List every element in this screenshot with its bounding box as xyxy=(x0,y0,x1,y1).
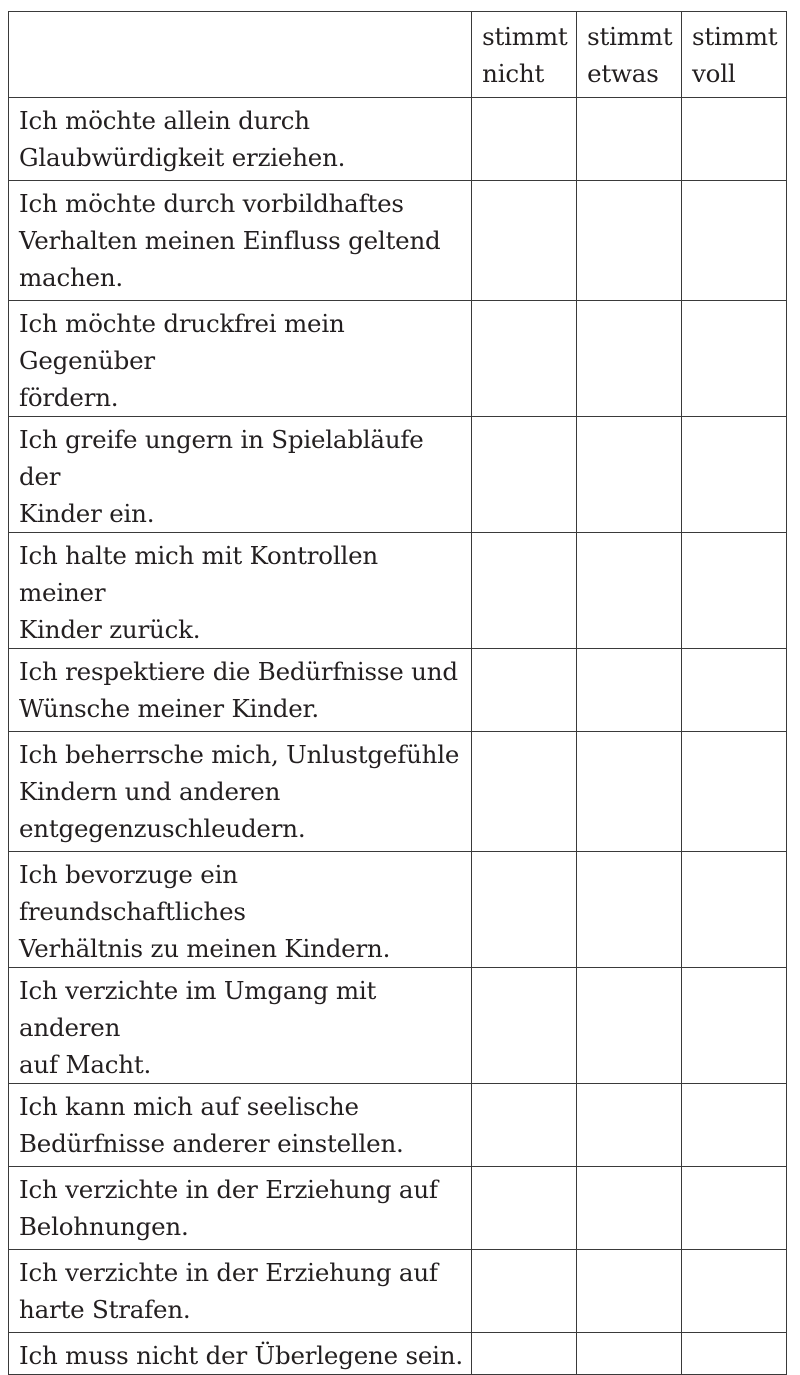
table-row xyxy=(9,968,787,1084)
statement-cell xyxy=(9,533,472,649)
choice-cell-stimmt-nicht[interactable] xyxy=(472,98,577,181)
choice-cell-stimmt-nicht[interactable] xyxy=(472,852,577,968)
statement-text: Ich greife ungern in Spielabläufe der xyxy=(19,425,424,491)
choice-cell-stimmt-etwas[interactable] xyxy=(577,301,682,417)
statement-cell xyxy=(9,649,472,732)
choice-cell-stimmt-nicht[interactable] xyxy=(472,1250,577,1333)
choice-cell-stimmt-etwas[interactable] xyxy=(577,181,682,301)
statement-cell xyxy=(9,732,472,852)
choice-cell-stimmt-voll[interactable] xyxy=(682,417,787,533)
choice-cell-stimmt-etwas[interactable] xyxy=(577,417,682,533)
statement-text: Kinder zurück. xyxy=(19,615,201,644)
statement-cell xyxy=(9,301,472,417)
statement-cell xyxy=(9,968,472,1084)
statement-text: Glaubwürdigkeit erziehen. xyxy=(19,143,346,172)
choice-cell-stimmt-etwas[interactable] xyxy=(577,1333,682,1375)
statement-text: Ich möchte druckfrei mein Gegenüber xyxy=(19,309,345,375)
statement-text: Ich verzichte in der Erziehung auf xyxy=(19,1258,438,1287)
statement-cell xyxy=(9,1084,472,1167)
choice-cell-stimmt-nicht[interactable] xyxy=(472,533,577,649)
choice-cell-stimmt-etwas[interactable] xyxy=(577,732,682,852)
statement-cell xyxy=(9,1250,472,1333)
choice-cell-stimmt-etwas[interactable] xyxy=(577,533,682,649)
choice-cell-stimmt-nicht[interactable] xyxy=(472,301,577,417)
choice-cell-stimmt-voll[interactable] xyxy=(682,1167,787,1250)
choice-cell-stimmt-nicht[interactable] xyxy=(472,649,577,732)
statement-cell xyxy=(9,1333,472,1375)
statement-text: Ich kann mich auf seelische xyxy=(19,1092,359,1121)
table-row xyxy=(9,301,787,417)
choice-cell-stimmt-etwas[interactable] xyxy=(577,1250,682,1333)
choice-cell-stimmt-nicht[interactable] xyxy=(472,417,577,533)
statement-text: Ich halte mich mit Kontrollen meiner xyxy=(19,541,379,607)
table-row xyxy=(9,417,787,533)
header-option-stimmt-nicht xyxy=(472,12,577,98)
choice-cell-stimmt-etwas[interactable] xyxy=(577,98,682,181)
statement-text: Verhalten meinen Einfluss geltend xyxy=(19,226,441,255)
statement-text: Kinder ein. xyxy=(19,499,155,528)
header-option-stimmt-etwas xyxy=(577,12,682,98)
statement-cell xyxy=(9,1167,472,1250)
statement-text: entgegenzuschleudern. xyxy=(19,814,306,843)
table-row xyxy=(9,181,787,301)
statement-text: Ich verzichte im Umgang mit anderen xyxy=(19,976,377,1042)
choice-cell-stimmt-etwas[interactable] xyxy=(577,852,682,968)
table-row xyxy=(9,1250,787,1333)
choice-cell-stimmt-voll[interactable] xyxy=(682,1333,787,1375)
statement-text: auf Macht. xyxy=(19,1050,152,1079)
table-row xyxy=(9,1333,787,1375)
table-row xyxy=(9,98,787,181)
choice-cell-stimmt-nicht[interactable] xyxy=(472,968,577,1084)
statement-text: Ich verzichte in der Erziehung auf xyxy=(19,1175,438,1204)
statement-text: machen. xyxy=(19,263,124,292)
choice-cell-stimmt-voll[interactable] xyxy=(682,649,787,732)
statement-cell xyxy=(9,181,472,301)
questionnaire-body xyxy=(9,98,787,1375)
statement-text: Ich respektiere die Bedürfnisse und xyxy=(19,657,458,686)
choice-cell-stimmt-voll[interactable] xyxy=(682,181,787,301)
header-option-line: stimmt xyxy=(482,22,568,51)
statement-text: Belohnungen. xyxy=(19,1212,189,1241)
statement-text: Kindern und anderen xyxy=(19,777,281,806)
statement-text: harte Strafen. xyxy=(19,1295,191,1324)
header-option-line: etwas xyxy=(587,59,659,88)
statement-cell xyxy=(9,98,472,181)
statement-cell xyxy=(9,852,472,968)
header-row xyxy=(9,12,787,98)
choice-cell-stimmt-nicht[interactable] xyxy=(472,732,577,852)
choice-cell-stimmt-nicht[interactable] xyxy=(472,1167,577,1250)
questionnaire-table xyxy=(8,11,787,1375)
statement-cell xyxy=(9,417,472,533)
statement-text: fördern. xyxy=(19,383,119,412)
choice-cell-stimmt-voll[interactable] xyxy=(682,533,787,649)
statement-text: Ich bevorzuge ein freundschaftliches xyxy=(19,860,246,926)
header-option-line: nicht xyxy=(482,59,545,88)
choice-cell-stimmt-voll[interactable] xyxy=(682,301,787,417)
table-row xyxy=(9,732,787,852)
table-row xyxy=(9,533,787,649)
choice-cell-stimmt-etwas[interactable] xyxy=(577,649,682,732)
table-row xyxy=(9,1167,787,1250)
choice-cell-stimmt-nicht[interactable] xyxy=(472,1333,577,1375)
choice-cell-stimmt-nicht[interactable] xyxy=(472,181,577,301)
statement-text: Ich möchte durch vorbildhaftes xyxy=(19,189,404,218)
header-option-line: stimmt xyxy=(692,22,778,51)
statement-text: Ich beherrsche mich, Unlustgefühle xyxy=(19,740,460,769)
choice-cell-stimmt-nicht[interactable] xyxy=(472,1084,577,1167)
choice-cell-stimmt-etwas[interactable] xyxy=(577,968,682,1084)
statement-text: Verhältnis zu meinen Kindern. xyxy=(19,934,391,963)
choice-cell-stimmt-voll[interactable] xyxy=(682,98,787,181)
choice-cell-stimmt-voll[interactable] xyxy=(682,1084,787,1167)
table-row xyxy=(9,852,787,968)
table-row xyxy=(9,649,787,732)
choice-cell-stimmt-voll[interactable] xyxy=(682,968,787,1084)
choice-cell-stimmt-etwas[interactable] xyxy=(577,1167,682,1250)
table-row xyxy=(9,1084,787,1167)
statement-text: Ich muss nicht der Überlegene sein. xyxy=(19,1341,463,1370)
statement-text: Ich möchte allein durch xyxy=(19,106,310,135)
header-statement-cell xyxy=(9,12,472,98)
statement-text: Bedürfnisse anderer einstellen. xyxy=(19,1129,404,1158)
header-option-stimmt-voll xyxy=(682,12,787,98)
choice-cell-stimmt-voll[interactable] xyxy=(682,1250,787,1333)
choice-cell-stimmt-voll[interactable] xyxy=(682,732,787,852)
header-option-line: stimmt xyxy=(587,22,673,51)
choice-cell-stimmt-voll[interactable] xyxy=(682,852,787,968)
choice-cell-stimmt-etwas[interactable] xyxy=(577,1084,682,1167)
statement-text: Wünsche meiner Kinder. xyxy=(19,694,319,723)
header-option-line: voll xyxy=(692,59,736,88)
